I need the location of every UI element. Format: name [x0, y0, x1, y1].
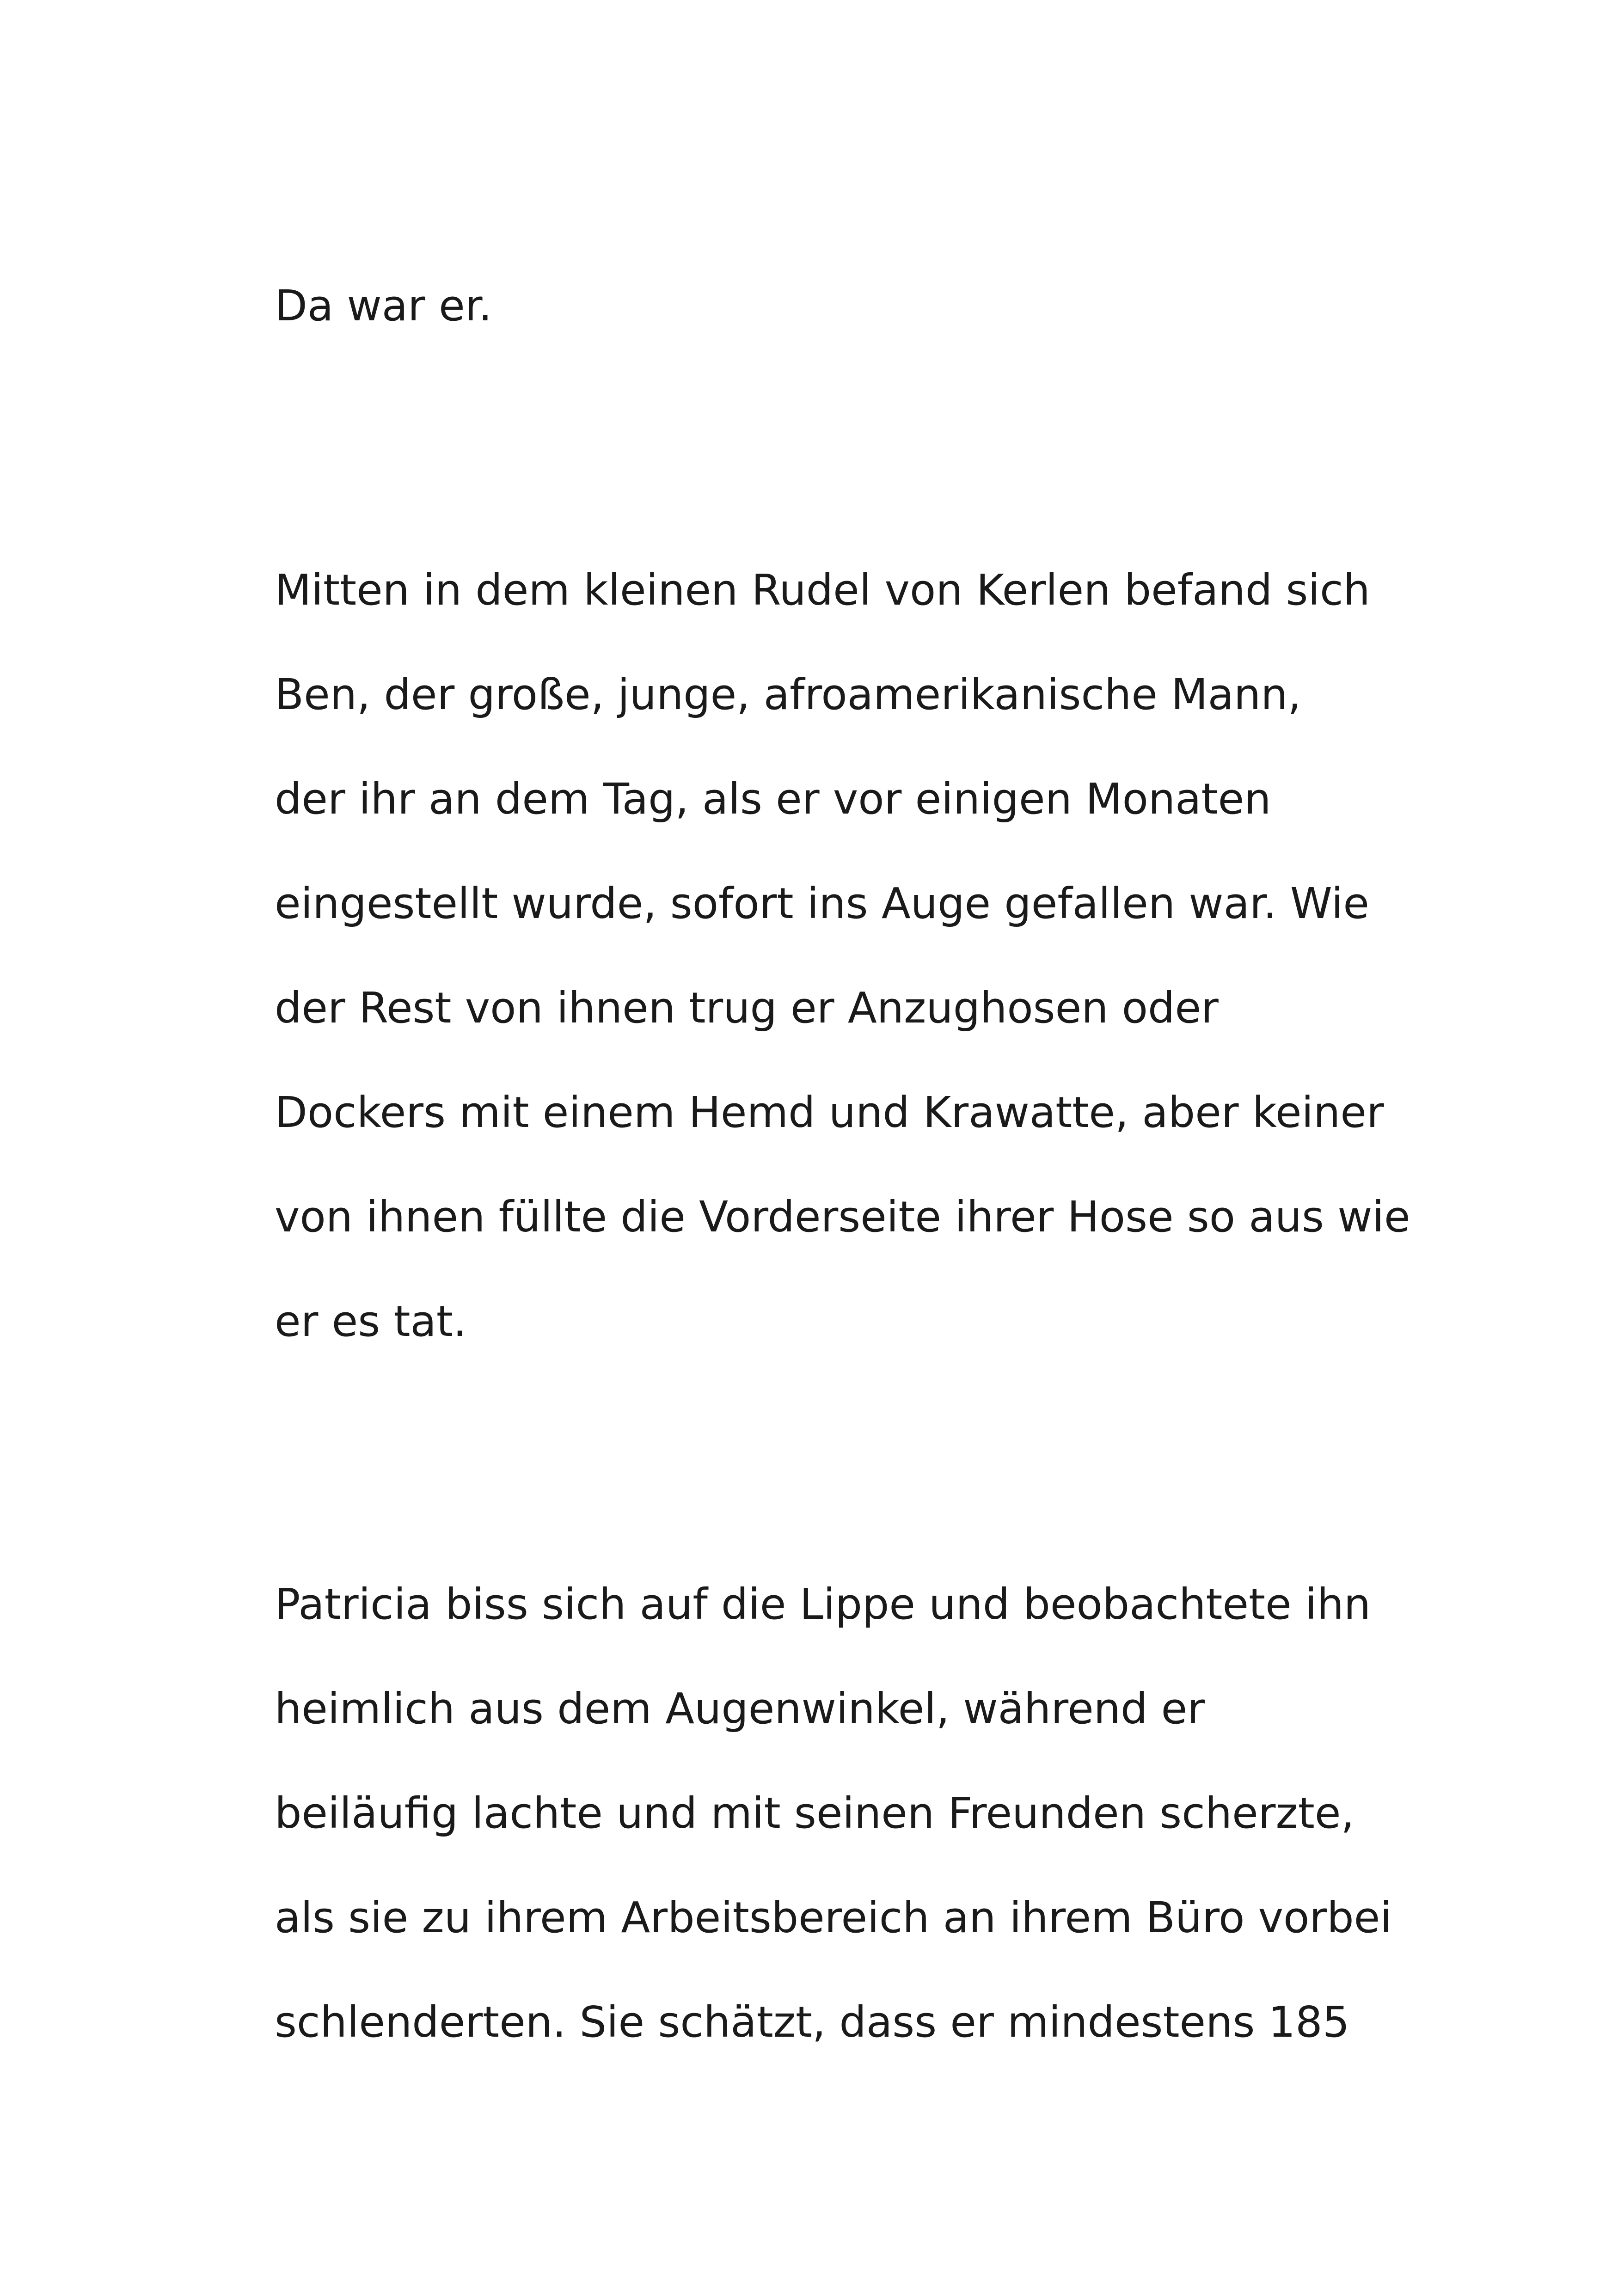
paragraph-2-line-1: Mitten in dem kleinen Rudel von Kerlen befand sich	[275, 565, 1370, 615]
paragraph-2-line-5: der Rest von ihnen trug er Anzughosen oder	[275, 983, 1219, 1033]
paragraph-2-line-8: er es tat.	[275, 1297, 467, 1346]
paragraph-2-line-6: Dockers mit einem Hemd und Krawatte, aber keiner	[275, 1088, 1384, 1137]
paragraph-3-line-3: beiläufig lachte und mit seinen Freunden scherzte,	[275, 1788, 1354, 1838]
paragraph-3-line-1: Patricia biss sich auf die Lippe und beobachtete ihn	[275, 1580, 1371, 1629]
paragraph-3-line-5: schlenderten. Sie schätzt, dass er mindestens 185	[275, 1997, 1350, 2047]
paragraph-2-line-3: der ihr an dem Tag, als er vor einigen Monaten	[275, 774, 1271, 824]
paragraph-2-line-7: von ihnen füllte die Vorderseite ihrer Hose so aus wie	[275, 1192, 1410, 1242]
paragraph-1-line-1: Da war er.	[275, 281, 492, 331]
paragraph-3-line-2: heimlich aus dem Augenwinkel, während er	[275, 1684, 1205, 1733]
paragraph-3-line-4: als sie zu ihrem Arbeitsbereich an ihrem Büro vorbei	[275, 1893, 1392, 1942]
paragraph-2-line-4: eingestellt wurde, sofort ins Auge gefallen war. Wie	[275, 879, 1369, 928]
paragraph-2-line-2: Ben, der große, junge, afroamerikanische Mann,	[275, 670, 1301, 719]
